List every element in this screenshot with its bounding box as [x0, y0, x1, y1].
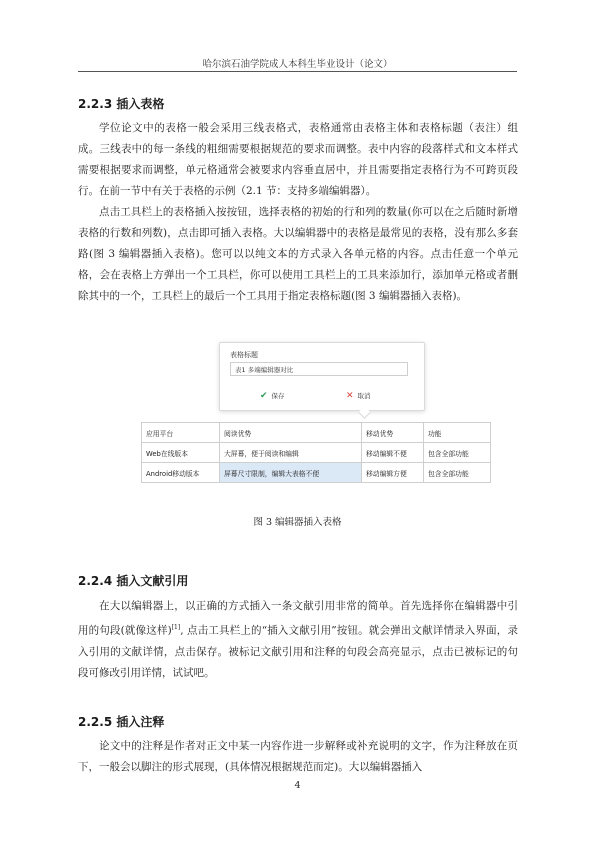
- table-cell[interactable]: 功能: [424, 423, 491, 443]
- table-cell[interactable]: Web在线版本: [142, 443, 220, 463]
- table-cell[interactable]: 包含全部功能: [424, 463, 491, 483]
- table-cell[interactable]: 移动编辑不便: [362, 443, 424, 463]
- cancel-button[interactable]: [346, 391, 371, 401]
- table-cell[interactable]: 阅读优势: [220, 423, 362, 443]
- citation-text-before: 在大以编辑器上，以正确的方式插入一条文献引用非常的简单。首先选择你在编辑器中引用的句段(就像这样): [78, 600, 518, 637]
- popup-title: 表格标题: [230, 351, 258, 359]
- check-icon: ✔: [260, 391, 268, 401]
- table-cell[interactable]: 包含全部功能: [424, 443, 491, 463]
- table-cell[interactable]: Android移动版本: [142, 463, 220, 483]
- paragraph-notes: 论文中的注释是作者对正文中某一内容作进一步解释或补充说明的文字，作为注释放在页下，一般会以脚注的形式展现，(具体情况根据规范而定)。大以编辑器插入: [78, 740, 518, 773]
- save-button[interactable]: [260, 391, 285, 401]
- section-heading-2-2-3: 2.2.3 插入表格: [78, 97, 165, 111]
- figure-editor-table: [141, 342, 490, 490]
- table-cell-selected[interactable]: 屏幕尺寸限制，编辑大表格不便: [220, 463, 362, 483]
- paragraph-table-insert: 点击工具栏上的表格插入按按钮，选择表格的初始的行和列的数量(你可以在之后随时新增表格的行数和列数)，点击即可插入表格。大以编辑器中的表格是最常见的表格，没有那么多套路(图 3 编辑器插入表格)。您可以以纯文本的方式录入各单元格的内容。点击任意一个单元格，会在表格上方弹出一个工具栏，你可以使用工具栏上的工具来添加行，添加单元格或者删除其中的一个，工具栏上的最后一个工具用于指定表格标题(图 3 编辑器插入表格)。: [78, 206, 518, 302]
- save-button-label: 保存: [271, 392, 285, 400]
- cancel-button-label: 取消: [357, 392, 371, 400]
- popup-arrow: [358, 406, 371, 419]
- page-number: 4: [294, 780, 301, 791]
- table-caption-input[interactable]: 表1 多端编辑器对比: [230, 362, 408, 376]
- section-heading-2-2-4: 2.2.4 插入文献引用: [78, 574, 189, 588]
- paragraph-citation: [78, 596, 518, 684]
- table-row: [142, 423, 491, 443]
- figure-caption: 图 3 编辑器插入表格: [253, 517, 342, 528]
- table-cell[interactable]: 移动优势: [362, 423, 424, 443]
- header-rule: [78, 71, 517, 72]
- citation-text-after: , 点击工具栏上的“插入文献引用”按钮。就会弹出文献详情录入界面，录入引用的文献详情，点击保存。被标记文献引用和注释的句段会高亮显示，点击已被标记的句段可修改引用详情，试试吧。: [78, 624, 518, 679]
- table-caption-popup: [219, 342, 425, 411]
- paragraph-table-intro: 学位论文中的表格一般会采用三线表格式，表格通常由表格主体和表格标题（表注）组成。三线表中的每一条线的粗细需要根据规范的要求而调整。表中内容的段落样式和文本样式需要根据要求而调整，单元格通常会被要求内容垂直居中，并且需要指定表格行为不可跨页段行。在前一节中有关于表格的示例（2.1 节：支持多端编辑器）。: [78, 122, 518, 197]
- editor-demo-table: [141, 422, 491, 483]
- page-header: 哈尔滨石油学院成人本科生毕业设计（论文）: [202, 59, 393, 70]
- table-cell[interactable]: 移动编辑方便: [362, 463, 424, 483]
- close-icon: ✕: [346, 391, 354, 401]
- table-cell[interactable]: 应用平台: [142, 423, 220, 443]
- table-row: [142, 443, 491, 463]
- section-heading-2-2-5: 2.2.5 插入注释: [78, 715, 165, 729]
- table-row: [142, 463, 491, 483]
- table-cell[interactable]: 大屏幕，便于阅读和编辑: [220, 443, 362, 463]
- citation-marker[interactable]: [1]: [171, 624, 181, 631]
